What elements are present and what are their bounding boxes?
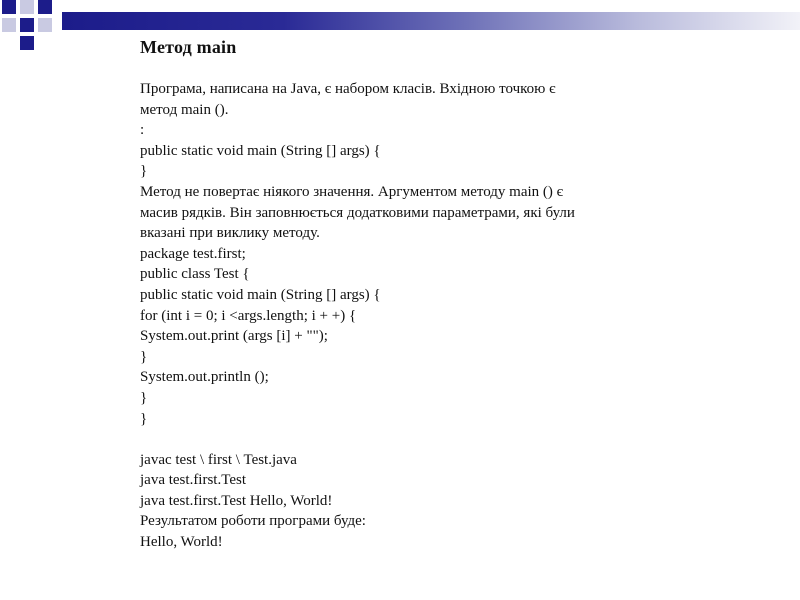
body-line: java test.first.Test Hello, World! bbox=[140, 492, 333, 509]
body-line: package test.first; bbox=[140, 245, 246, 262]
body-line: } bbox=[140, 389, 148, 406]
body-line: System.out.print (args [i] + ""); bbox=[140, 328, 328, 345]
body-line: for (int i = 0; i <args.length; i + +) { bbox=[140, 307, 357, 324]
body-line: } bbox=[140, 348, 148, 365]
body-line: Програма, написана на Java, є набором класів. Вхідною точкою є bbox=[140, 81, 556, 97]
body-line bbox=[140, 429, 700, 450]
body-line: Hello, World! bbox=[140, 534, 223, 551]
body-line: } bbox=[140, 410, 148, 427]
corner-square-1 bbox=[2, 0, 16, 14]
body-line: } bbox=[140, 163, 148, 180]
corner-square-4 bbox=[2, 18, 16, 32]
corner-square-7 bbox=[20, 36, 34, 50]
body-line: javac test \ first \ Test.java bbox=[140, 451, 297, 468]
corner-square-2 bbox=[20, 0, 34, 14]
body-line: вказані при виклику методу. bbox=[140, 225, 320, 242]
body-line: public static void main (String [] args) { bbox=[140, 142, 381, 159]
corner-square-5 bbox=[20, 18, 34, 32]
header-gradient-bar bbox=[62, 12, 800, 30]
body-line: Результатом роботи програми буде: bbox=[140, 513, 366, 530]
slide-body bbox=[140, 79, 700, 553]
body-line: public class Test { bbox=[140, 266, 250, 283]
body-line: метод main (). bbox=[140, 101, 229, 118]
body-line: Метод не повертає ніякого значення. Аргументом методу main () є bbox=[140, 183, 564, 200]
body-line: : bbox=[140, 122, 145, 139]
corner-square-6 bbox=[38, 18, 52, 32]
body-line: масив рядків. Він заповнюється додатковими параметрами, які були bbox=[140, 204, 575, 221]
body-line: public static void main (String [] args) { bbox=[140, 286, 381, 303]
body-line: java test.first.Test bbox=[140, 472, 247, 489]
slide-title: Метод main bbox=[140, 37, 237, 57]
body-line: System.out.println (); bbox=[140, 369, 269, 386]
corner-square-3 bbox=[38, 0, 52, 14]
